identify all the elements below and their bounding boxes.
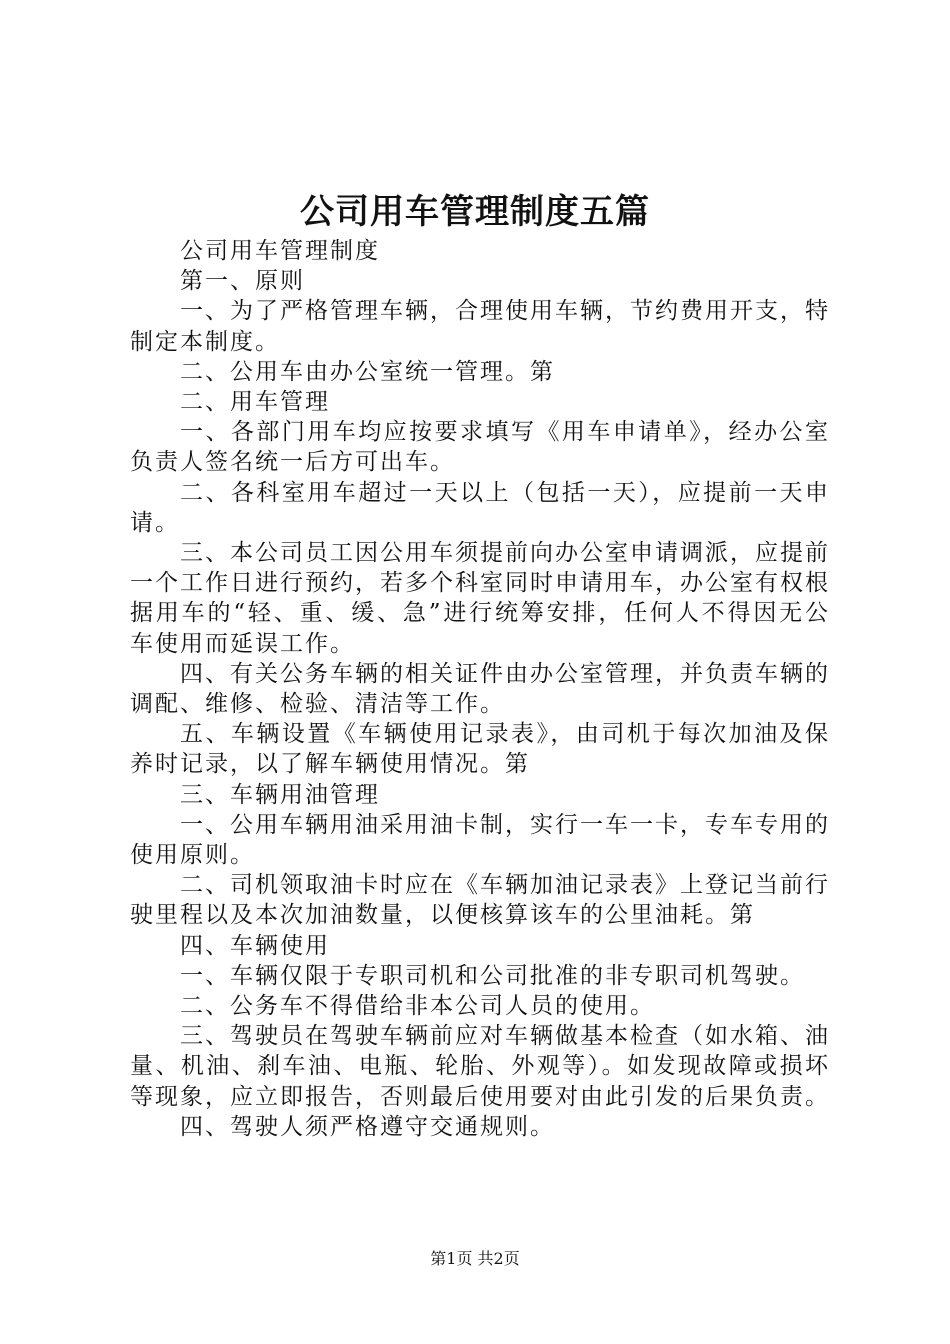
paragraph: 二、司机领取油卡时应在《车辆加油记录表》上登记当前行驶里程以及本次加油数量，以便核算该车的公里油耗。第 — [130, 872, 830, 929]
paragraph: 三、驾驶员在驾驶车辆前应对车辆做基本检查（如水箱、油量、机油、刹车油、电瓶、轮胎、外观等）。如发现故障或损坏等现象，应立即报告，否则最后使用要对由此引发的后果负责。 — [130, 1023, 830, 1110]
paragraph: 一、车辆仅限于专职司机和公司批准的非专职司机驾驶。 — [180, 962, 805, 989]
paragraph: 四、驾驶人须严格遵守交通规则。 — [180, 1113, 555, 1140]
document-body — [130, 236, 830, 1142]
document-title: 公司用车管理制度五篇 — [300, 192, 650, 232]
paragraph: 二、公务车不得借给非本公司人员的使用。 — [180, 993, 655, 1020]
paragraph: 三、本公司员工因公用车须提前向办公室申请调派，应提前一个工作日进行预约，若多个科室同时申请用车，办公室有权根据用车的“轻、重、缓、急”进行统筹安排，任何人不得因无公车使用而延误工作。 — [130, 540, 830, 657]
paragraph: 一、为了严格管理车辆，合理使用车辆，节约费用开支，特制定本制度。 — [130, 298, 830, 355]
paragraph: 二、各科室用车超过一天以上（包括一天），应提前一天申请。 — [130, 479, 830, 536]
paragraph: 一、各部门用车均应按要求填写《用车申请单》，经办公室负责人签名统一后方可出车。 — [130, 419, 830, 476]
paragraph: 四、车辆使用 — [180, 932, 330, 959]
page-footer: 第1页 共2页 — [430, 1249, 520, 1268]
paragraph: 三、车辆用油管理 — [180, 781, 380, 808]
paragraph: 二、公用车由办公室统一管理。第 — [180, 358, 555, 385]
paragraph: 公司用车管理制度 — [180, 238, 380, 264]
paragraph: 二、用车管理 — [180, 389, 330, 416]
paragraph: 一、公用车辆用油采用油卡制，实行一车一卡，专车专用的使用原则。 — [130, 811, 830, 869]
paragraph: 五、车辆设置《车辆使用记录表》，由司机于每次加油及保养时记录，以了解车辆使用情况。第 — [130, 721, 830, 778]
paragraph: 第一、原则 — [180, 268, 305, 295]
paragraph: 四、有关公务车辆的相关证件由办公室管理，并负责车辆的调配、维修、检验、清洁等工作。 — [130, 660, 830, 718]
